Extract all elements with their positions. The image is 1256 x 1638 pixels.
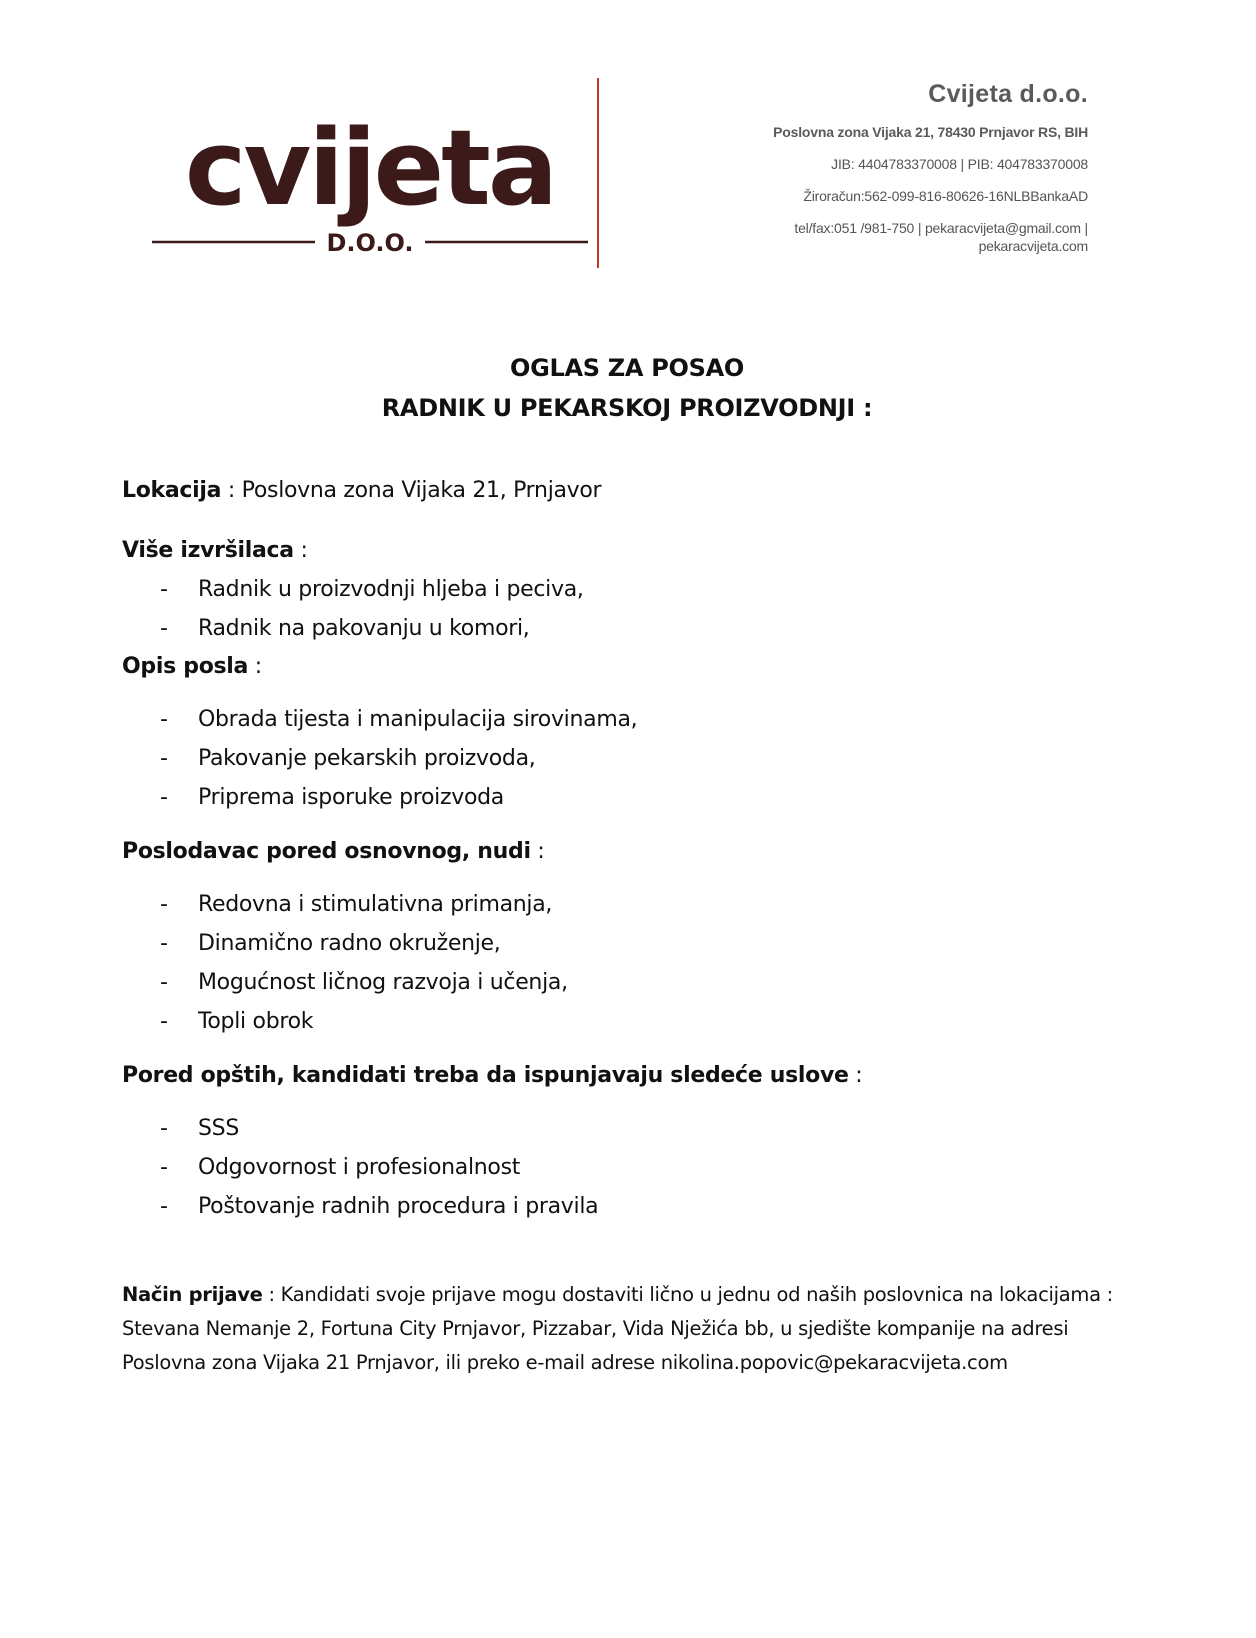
- application-text: : Kandidati svoje prijave mogu dostaviti lično u jednu od naših poslovnica na lokacijama : Stevana Nemanje 2, Fortuna City Prnjavor, Pizzabar, Vida Nježića bb, u sjedište kompanije na adresi Poslovna zona Vijaka 21 Prnjavor, ili preko e-mail adrese nikolina.popovic@pekaracvijeta.com: [122, 1283, 1113, 1374]
- list-item: - SSS: [122, 1109, 1132, 1148]
- requirements-section: [122, 1057, 1132, 1095]
- requirements-suffix: :: [848, 1063, 863, 1088]
- list-item: - Dinamično radno okruženje,: [122, 924, 1132, 963]
- logo-subtitle: D.O.O.: [326, 229, 414, 257]
- positions-label: Više izvršilaca: [122, 538, 294, 563]
- list-item: - Mogućnost ličnog razvoja i učenja,: [122, 963, 1132, 1002]
- list-item: - Radnik na pakovanju u komori,: [122, 609, 1132, 648]
- benefits-section: [122, 833, 1132, 871]
- company-name: Cvijeta d.o.o.: [928, 80, 1088, 108]
- company-ids: JIB: 4404783370008 | PIB: 404783370008: [831, 156, 1088, 172]
- positions-list: [122, 570, 1132, 648]
- requirements-label: Pored opštih, kandidati treba da ispunjavaju sledeće uslove: [122, 1063, 849, 1088]
- logo-wordmark: cvijeta: [184, 112, 556, 229]
- benefits-suffix: :: [530, 839, 545, 864]
- positions-suffix: :: [293, 538, 308, 563]
- location-section: [122, 472, 1132, 510]
- company-info: [773, 80, 1088, 269]
- requirements-list: [122, 1109, 1132, 1226]
- description-suffix: :: [248, 654, 262, 679]
- title-line-1: OGLAS ZA POSAO: [510, 354, 744, 382]
- location-value: : Poslovna zona Vijaka 21, Prnjavor: [221, 478, 602, 503]
- list-item: - Radnik u proizvodnji hljeba i peciva,: [122, 570, 1132, 609]
- list-item: - Priprema isporuke proizvoda: [122, 778, 1132, 817]
- list-item: - Topli obrok: [122, 1002, 1132, 1041]
- description-section: [122, 648, 1132, 686]
- page-title: [122, 348, 1132, 428]
- job-ad: [122, 348, 1132, 1380]
- description-list: [122, 700, 1132, 817]
- list-item: - Obrada tijesta i manipulacija sirovinama,: [122, 700, 1132, 739]
- benefits-label: Poslodavac pored osnovnog, nudi: [122, 839, 531, 864]
- application-section: [122, 1278, 1132, 1380]
- list-item: - Redovna i stimulativna primanja,: [122, 885, 1132, 924]
- company-website: pekaracvijeta.com: [978, 238, 1088, 254]
- title-line-2: RADNIK U PEKARSKOJ PROIZVODNJI :: [381, 394, 873, 422]
- positions-section: [122, 532, 1132, 570]
- company-contact: tel/fax:051 /981-750 | pekaracvijeta@gmail.com |: [794, 220, 1088, 236]
- company-bank: Žiroračun:562-099-816-80626-16NLBBankaAD: [803, 188, 1088, 204]
- location-label: Lokacija: [122, 478, 222, 503]
- company-logo: [150, 112, 590, 257]
- benefits-list: [122, 885, 1132, 1041]
- description-label: Opis posla: [122, 654, 249, 679]
- list-item: - Pakovanje pekarskih proizvoda,: [122, 739, 1132, 778]
- header-divider: [597, 78, 599, 268]
- application-label: Način prijave: [122, 1283, 263, 1306]
- list-item: - Odgovornost i profesionalnost: [122, 1148, 1132, 1187]
- company-address: Poslovna zona Vijaka 21, 78430 Prnjavor RS, BIH: [773, 124, 1088, 140]
- list-item: - Poštovanje radnih procedura i pravila: [122, 1187, 1132, 1226]
